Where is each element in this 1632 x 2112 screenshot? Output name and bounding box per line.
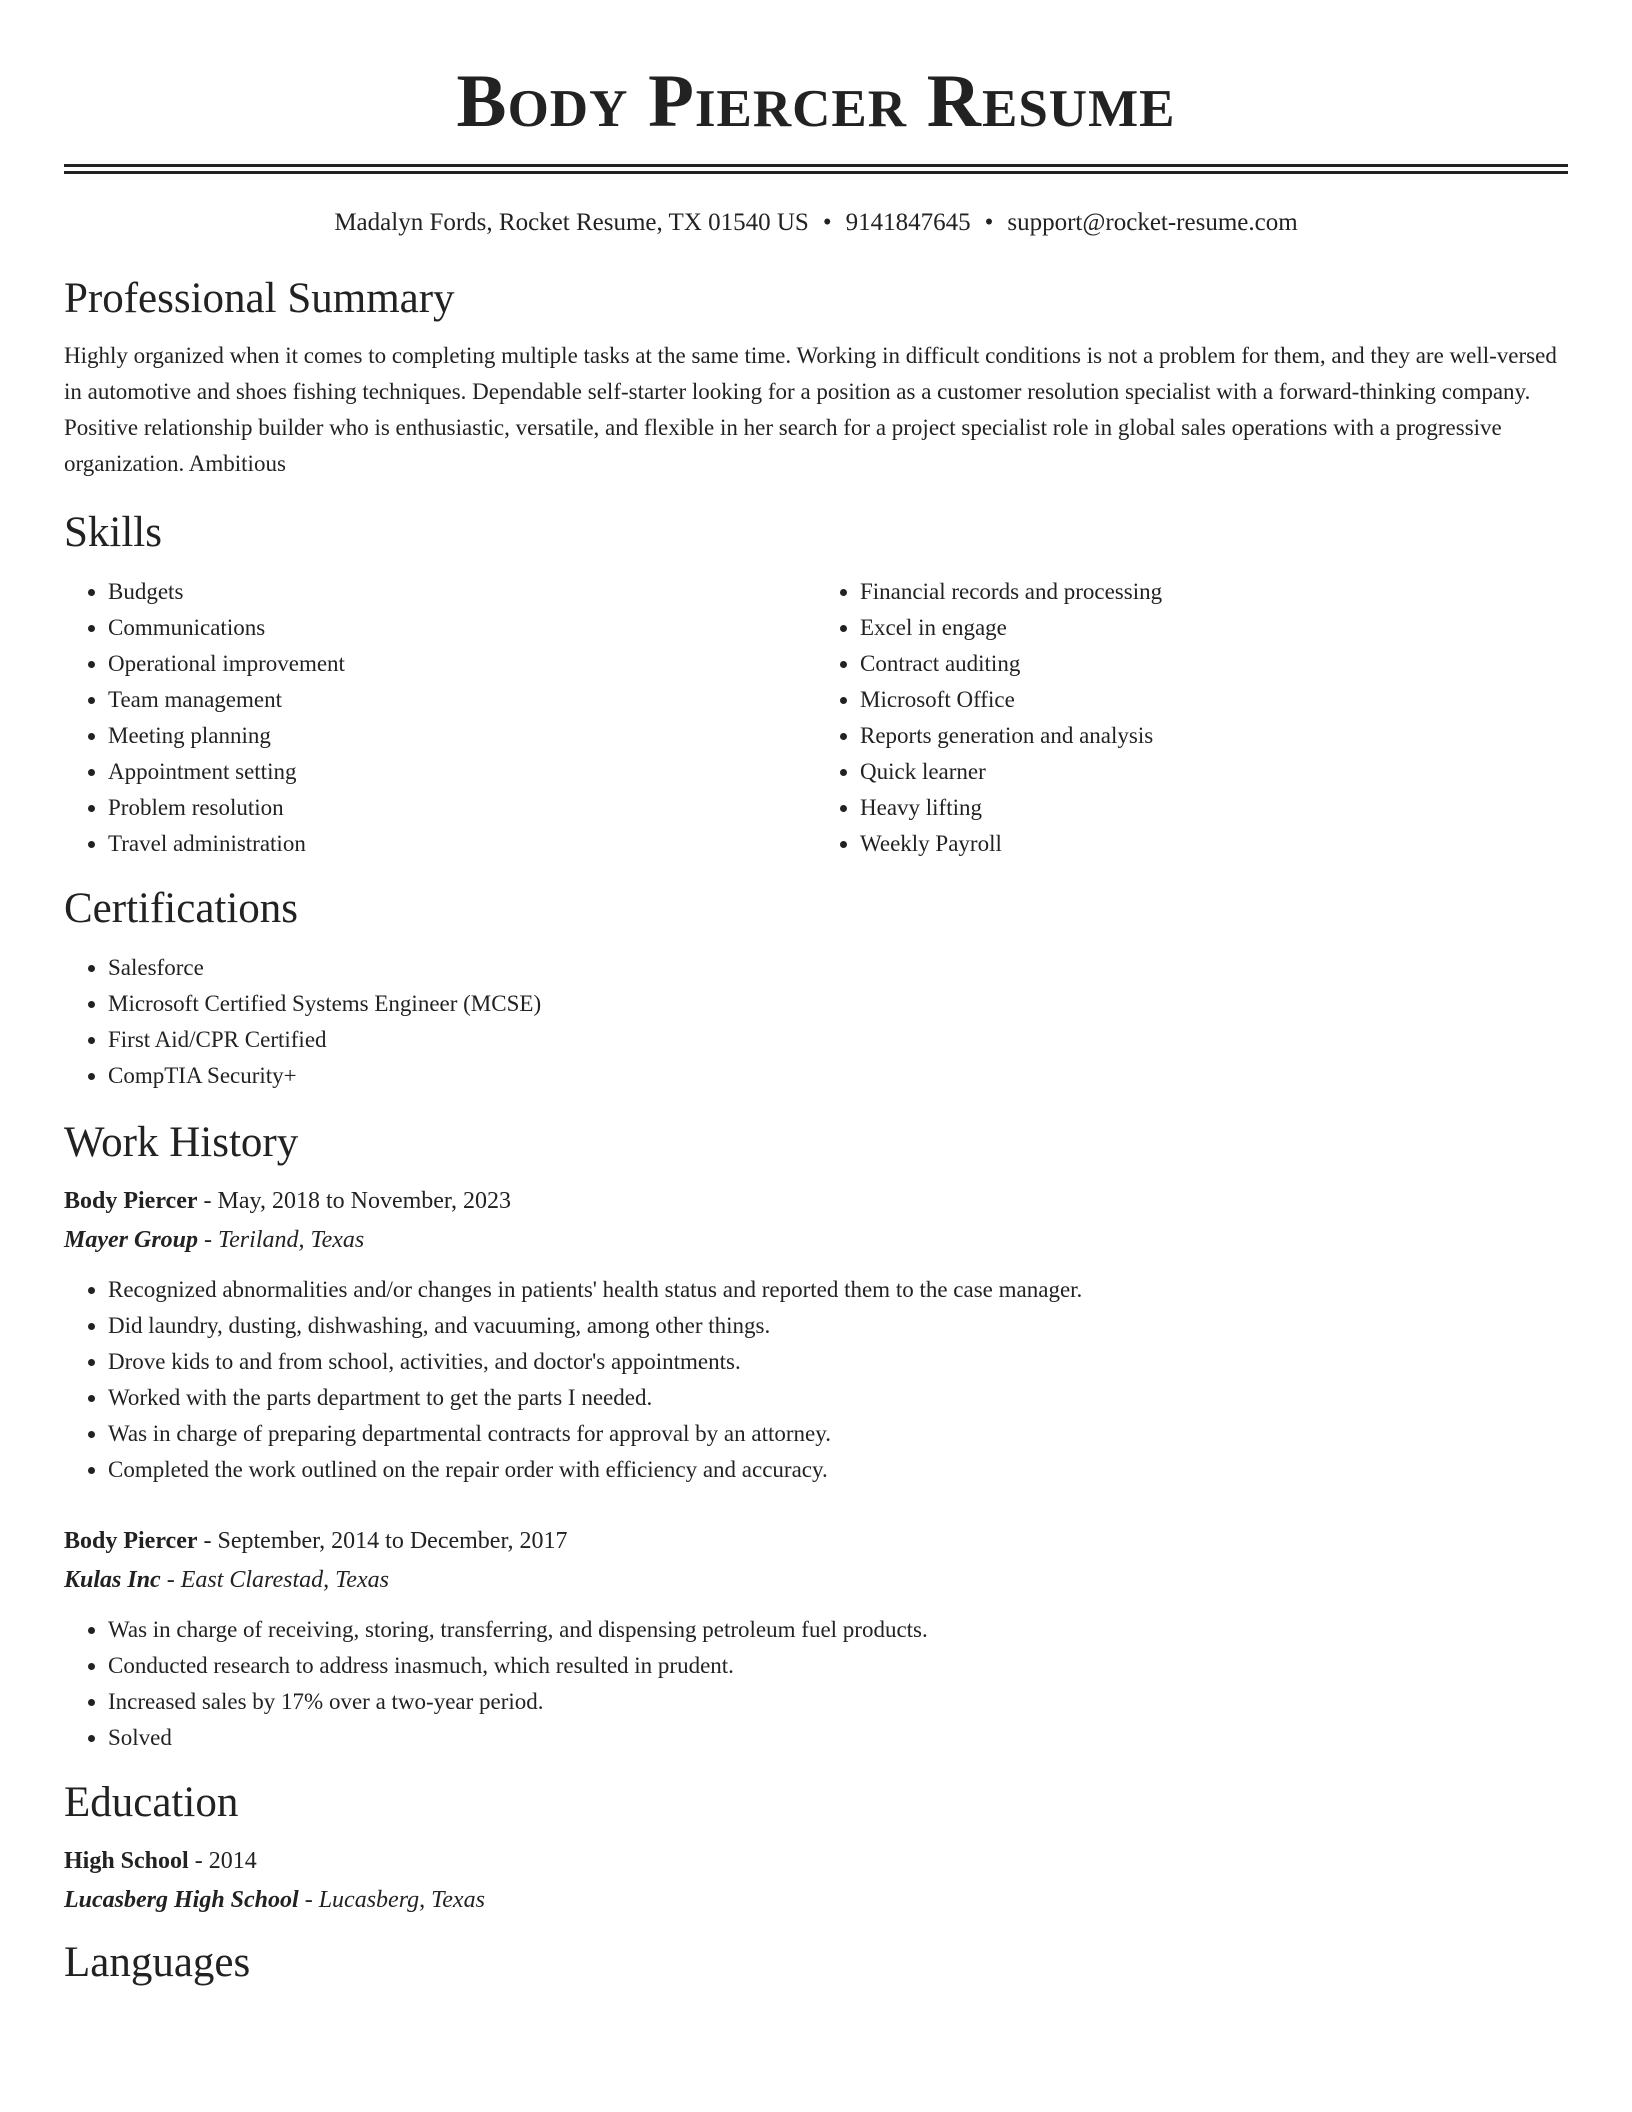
skill-item: • Weekly Payroll <box>860 826 1568 862</box>
education-entry <box>64 1842 1568 1920</box>
education-degree-line <box>64 1842 1568 1880</box>
job-location: - Teriland, Texas <box>198 1227 365 1253</box>
skills-heading: Skills <box>64 509 162 556</box>
job-entry <box>64 1182 1568 1488</box>
job-title-line <box>64 1182 1568 1220</box>
job-title-line <box>64 1522 1568 1560</box>
job-bullets <box>64 1272 1568 1488</box>
summary-text: Highly organized when it comes to completing multiple tasks at the same time. Working in difficult conditions is not a problem for them, and they are well-versed in automotive and shoes fishing techniques. Dependable self-starter looking for a position as a customer resolution specialist with a forward-thinking company. Positive relationship builder who is enthusiastic, versatile, and flexible in her search for a project specialist role in global sales operations with a progressive organization. Ambitious <box>64 343 1557 476</box>
job-company: Kulas Inc <box>64 1567 161 1593</box>
contact-separator: • <box>822 209 832 236</box>
skill-item: • Operational improvement <box>108 646 816 682</box>
education-heading: Education <box>64 1779 239 1826</box>
skills-list-left <box>64 574 816 862</box>
certification-item: • First Aid/CPR Certified <box>108 1022 1568 1058</box>
skill-item: • Quick learner <box>860 754 1568 790</box>
skill-item: • Contract auditing <box>860 646 1568 682</box>
education-year: - 2014 <box>188 1848 257 1874</box>
certifications-list <box>64 950 1568 1094</box>
skill-item: • Financial records and processing <box>860 574 1568 610</box>
skill-item: • Budgets <box>108 574 816 610</box>
job-bullet: • Increased sales by 17% over a two-year period. <box>108 1684 1568 1720</box>
certification-item: • Salesforce <box>108 950 1568 986</box>
education-location: - Lucasberg, Texas <box>298 1887 485 1913</box>
work-history-heading: Work History <box>64 1119 299 1166</box>
job-dates: - May, 2018 to November, 2023 <box>197 1188 511 1214</box>
certification-item: • CompTIA Security+ <box>108 1058 1568 1094</box>
job-bullet: • Recognized abnormalities and/or changes in patients' health status and reported them to the case manager. <box>108 1272 1568 1308</box>
resume-title: Body Piercer Resume <box>456 60 1176 143</box>
skill-item: • Travel administration <box>108 826 816 862</box>
job-bullet: • Solved <box>108 1720 1568 1756</box>
job-bullet: • Conducted research to address inasmuch, which resulted in prudent. <box>108 1648 1568 1684</box>
skill-item: • Problem resolution <box>108 790 816 826</box>
skill-item: • Excel in engage <box>860 610 1568 646</box>
skill-item: • Reports generation and analysis <box>860 718 1568 754</box>
skills-grid <box>64 574 1568 862</box>
certifications-heading: Certifications <box>64 885 299 932</box>
certification-item: • Microsoft Certified Systems Engineer (MCSE) <box>108 986 1568 1022</box>
skill-item: • Team management <box>108 682 816 718</box>
job-entry <box>64 1522 1568 1756</box>
job-bullet: • Worked with the parts department to get the parts I needed. <box>108 1380 1568 1416</box>
skill-item: • Communications <box>108 610 816 646</box>
title-divider <box>64 164 1568 174</box>
job-title: Body Piercer <box>64 1188 198 1214</box>
job-dates: - September, 2014 to December, 2017 <box>197 1528 568 1554</box>
job-company: Mayer Group <box>64 1227 199 1253</box>
contact-line <box>64 208 1568 238</box>
job-bullet: • Was in charge of receiving, storing, transferring, and dispensing petroleum fuel products. <box>108 1612 1568 1648</box>
languages-heading: Languages <box>64 1939 251 1986</box>
job-bullet: • Did laundry, dusting, dishwashing, and vacuuming, among other things. <box>108 1308 1568 1344</box>
job-title: Body Piercer <box>64 1528 198 1554</box>
job-bullet: • Completed the work outlined on the repair order with efficiency and accuracy. <box>108 1452 1568 1488</box>
education-school-line <box>64 1880 1568 1920</box>
skill-item: • Heavy lifting <box>860 790 1568 826</box>
contact-address: Madalyn Fords, Rocket Resume, TX 01540 US <box>334 209 809 236</box>
job-org-line <box>64 1220 1568 1260</box>
contact-email: support@rocket-resume.com <box>1007 209 1298 236</box>
skill-item: • Microsoft Office <box>860 682 1568 718</box>
summary-heading: Professional Summary <box>64 275 455 322</box>
contact-separator: • <box>984 209 994 236</box>
job-bullet: • Drove kids to and from school, activities, and doctor's appointments. <box>108 1344 1568 1380</box>
job-bullet: • Was in charge of preparing departmental contracts for approval by an attorney. <box>108 1416 1568 1452</box>
education-school: Lucasberg High School <box>64 1887 299 1913</box>
job-org-line <box>64 1560 1568 1600</box>
education-degree: High School <box>64 1848 189 1874</box>
job-bullets <box>64 1612 1568 1756</box>
skill-item: • Appointment setting <box>108 754 816 790</box>
job-location: - East Clarestad, Texas <box>160 1567 389 1593</box>
skill-item: • Meeting planning <box>108 718 816 754</box>
skills-list-right <box>816 574 1568 862</box>
contact-phone: 9141847645 <box>845 209 971 236</box>
